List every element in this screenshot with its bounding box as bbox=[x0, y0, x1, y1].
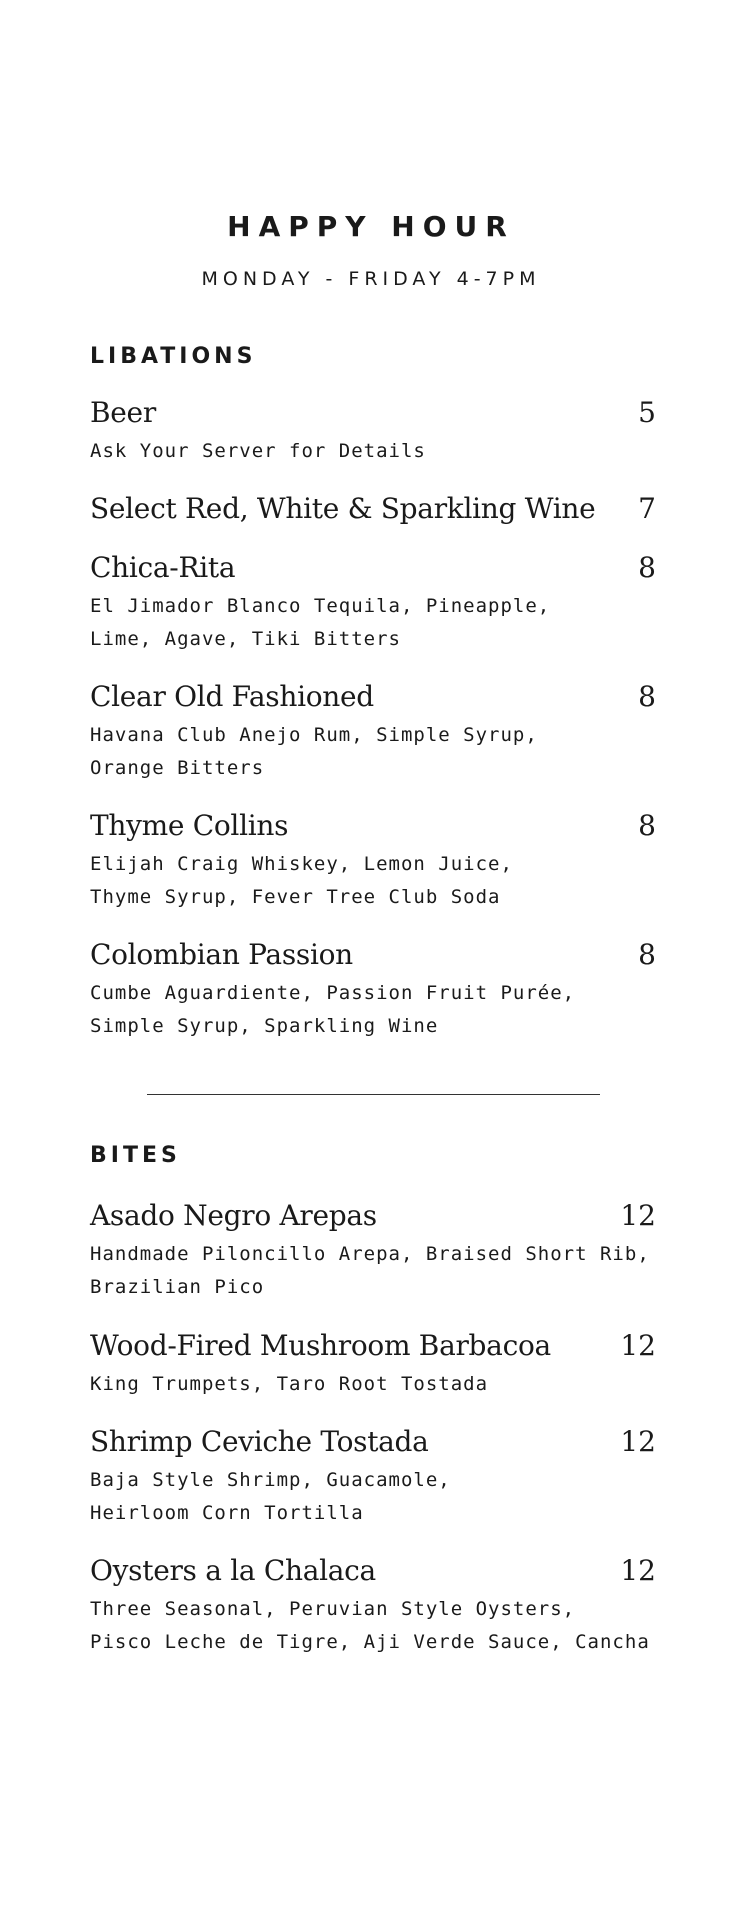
item-price: 12 bbox=[620, 1554, 656, 1587]
menu-item-beer bbox=[90, 396, 656, 468]
item-price: 12 bbox=[620, 1329, 656, 1362]
menu-item-chica-rita bbox=[90, 551, 656, 656]
item-description: Elijah Craig Whiskey, Lemon Juice, Thyme Syrup, Fever Tree Club Soda bbox=[90, 853, 513, 908]
page-subtitle: MONDAY - FRIDAY 4-7PM bbox=[201, 268, 541, 290]
item-description: El Jimador Blanco Tequila, Pineapple, Lime, Agave, Tiki Bitters bbox=[90, 595, 551, 650]
menu-item-colombian-passion bbox=[90, 938, 656, 1043]
item-name: Clear Old Fashioned bbox=[90, 680, 374, 713]
item-name: Oysters a la Chalaca bbox=[90, 1554, 376, 1587]
item-price: 12 bbox=[620, 1425, 656, 1458]
menu-item-mushroom-barbacoa bbox=[90, 1329, 656, 1401]
item-description: Three Seasonal, Peruvian Style Oysters, Pisco Leche de Tigre, Aji Verde Sauce, Cancha bbox=[90, 1598, 650, 1653]
item-price: 8 bbox=[638, 680, 656, 713]
menu-item-thyme-collins bbox=[90, 809, 656, 914]
item-price: 8 bbox=[638, 809, 656, 842]
item-description: King Trumpets, Taro Root Tostada bbox=[90, 1373, 489, 1395]
menu-item-wine bbox=[90, 492, 656, 525]
item-description: Baja Style Shrimp, Guacamole, Heirloom Corn Tortilla bbox=[90, 1469, 451, 1524]
page-title: HAPPY HOUR bbox=[227, 210, 515, 243]
menu-item-clear-old-fashioned bbox=[90, 680, 656, 785]
item-name: Colombian Passion bbox=[90, 938, 353, 971]
item-price: 12 bbox=[620, 1199, 656, 1232]
item-price: 8 bbox=[638, 551, 656, 584]
section-heading-bites: BITES bbox=[90, 1143, 181, 1168]
menu-item-oysters-a-la-chalaca bbox=[90, 1554, 656, 1659]
item-description: Havana Club Anejo Rum, Simple Syrup, Orange Bitters bbox=[90, 724, 538, 779]
item-name: Asado Negro Arepas bbox=[90, 1199, 377, 1232]
item-name: Shrimp Ceviche Tostada bbox=[90, 1425, 429, 1458]
section-heading-libations: LIBATIONS bbox=[90, 344, 257, 369]
item-price: 5 bbox=[638, 396, 656, 429]
item-name: Thyme Collins bbox=[90, 809, 289, 842]
item-name: Chica-Rita bbox=[90, 551, 236, 584]
item-description: Handmade Piloncillo Arepa, Braised Short Rib, Brazilian Pico bbox=[90, 1243, 650, 1298]
section-divider bbox=[147, 1094, 600, 1095]
item-name: Beer bbox=[90, 396, 156, 429]
item-description: Cumbe Aguardiente, Passion Fruit Purée, Simple Syrup, Sparkling Wine bbox=[90, 982, 576, 1037]
item-price: 8 bbox=[638, 938, 656, 971]
item-name: Wood-Fired Mushroom Barbacoa bbox=[90, 1329, 551, 1362]
item-name: Select Red, White & Sparkling Wine bbox=[90, 492, 596, 525]
item-description: Ask Your Server for Details bbox=[90, 440, 426, 462]
menu-item-shrimp-ceviche-tostada bbox=[90, 1425, 656, 1530]
menu-item-asado-negro-arepas bbox=[90, 1199, 656, 1304]
item-price: 7 bbox=[638, 492, 656, 525]
